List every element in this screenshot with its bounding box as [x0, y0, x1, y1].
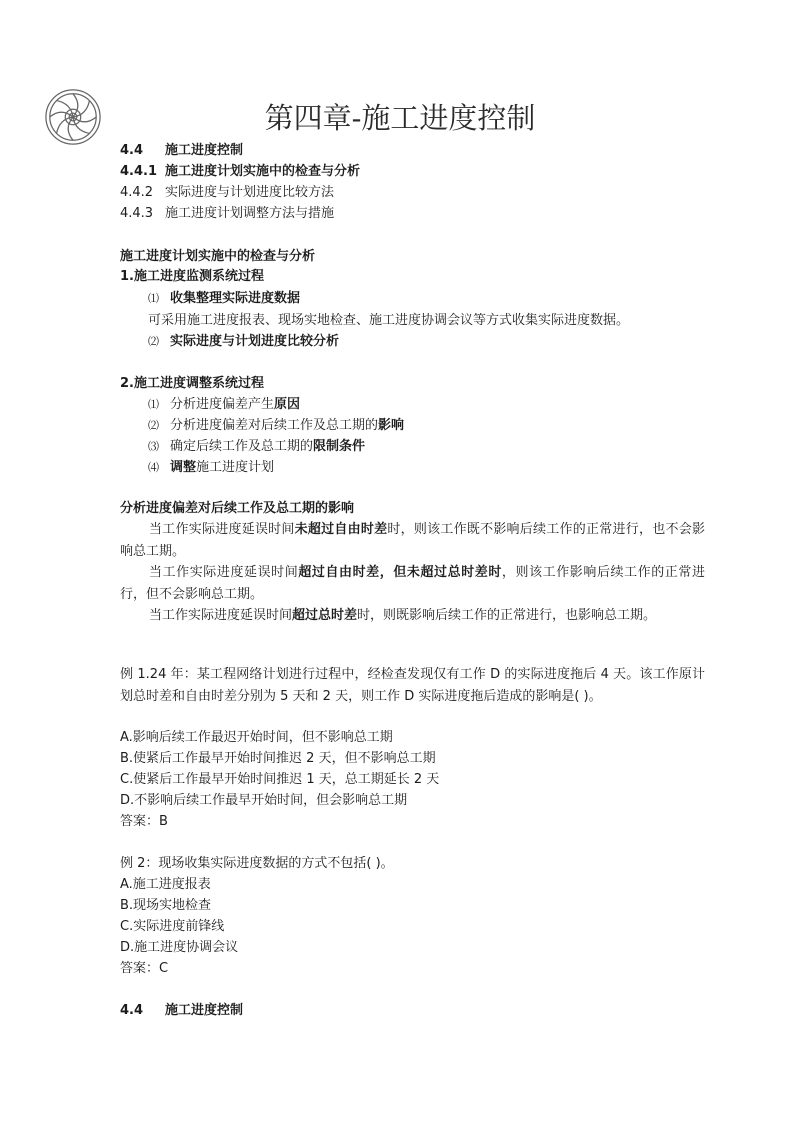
list-item — [148, 457, 705, 479]
toc-item-label: 实际进度与计划进度比较方法 — [165, 185, 335, 200]
toc-main-number: 4.4 — [120, 143, 144, 158]
answer-option: D.施工进度协调会议 — [120, 940, 239, 955]
section-heading: 分析进度偏差对后续工作及总工期的影响 — [120, 501, 355, 516]
list-label: 收集整理实际进度数据 — [170, 291, 301, 306]
emphasis-text: 未超过自由时差 — [294, 522, 388, 537]
answer-option: A.施工进度报表 — [120, 877, 211, 892]
list-label: 实际进度与计划进度比较分析 — [170, 334, 340, 349]
question-text: 例 2：现场收集实际进度数据的方式不包括( )。 — [120, 856, 394, 871]
list-item — [148, 436, 705, 458]
list-item — [148, 288, 705, 310]
section-label: 施工进度控制 — [165, 1003, 244, 1018]
list-number: ⑶ — [148, 440, 159, 453]
question-text: 例 1.24 年：某工程网络计划进行过程中，经检查发现仅有工作 D 的实际进度拖后 4 天。该工作原计划总时差和自由时差分别为 5 天和 2 天，则工作 D 实际进度拖后造成的影响是( )。 — [120, 667, 705, 704]
toc-item — [120, 161, 705, 183]
answer-option: B.使紧后工作最早开始时间推迟 2 天，但不影响总工期 — [120, 751, 436, 766]
toc-item — [120, 182, 705, 204]
toc-item — [120, 203, 705, 225]
list-item — [148, 331, 705, 353]
list-text: 分析进度偏差产生 — [170, 397, 275, 412]
toc-main-label: 施工进度控制 — [165, 143, 244, 158]
list-number: ⑴ — [148, 292, 159, 305]
list-text: 确定后续工作及总工期的 — [170, 439, 314, 454]
section-number: 4.4 — [120, 1003, 144, 1018]
section-heading — [120, 1000, 705, 1022]
toc-item-number: 4.4.3 — [120, 206, 154, 221]
answer-text: 答案：C — [120, 961, 169, 976]
paragraph: 当工作实际进度延误时间超过自由时差，但未超过总时差时，则该工作影响后续工作的正常进行，但不会影响总工期。 — [120, 565, 705, 602]
toc-item-number: 4.4.1 — [120, 164, 158, 179]
list-number: ⑴ — [148, 398, 159, 411]
emphasis-text: 超过总时差 — [292, 608, 358, 623]
toc-item-label: 施工进度计划调整方法与措施 — [165, 206, 335, 221]
emphasis-text: 超过自由时差，但未超过总时差时 — [298, 565, 502, 580]
answer-option: C.使紧后工作最早开始时间推迟 1 天，总工期延长 2 天 — [120, 772, 440, 787]
list-number: ⑵ — [148, 335, 159, 348]
section-heading: 施工进度计划实施中的检查与分析 — [120, 249, 316, 264]
page-title: 第四章-施工进度控制 — [264, 101, 536, 135]
answer-option: B.现场实地检查 — [120, 898, 212, 913]
list-emphasis: 原因 — [274, 397, 301, 412]
list-emphasis: 调整 — [170, 460, 197, 475]
list-emphasis: 限制条件 — [313, 439, 366, 454]
list-number: ⑵ — [148, 419, 159, 432]
answer-option: A.影响后续工作最迟开始时间，但不影响总工期 — [120, 730, 393, 745]
list-item — [148, 394, 705, 416]
list-item — [148, 415, 705, 437]
subsection-title: 1.施工进度监测系统过程 — [120, 269, 264, 284]
answer-option: C.实际进度前锋线 — [120, 919, 225, 934]
toc-item-label: 施工进度计划实施中的检查与分析 — [165, 164, 361, 179]
list-text: 施工进度计划 — [196, 460, 275, 475]
toc-main — [120, 140, 705, 162]
list-text: 分析进度偏差对后续工作及总工期的 — [170, 418, 379, 433]
list-number: ⑷ — [148, 461, 159, 474]
description-text: 可采用施工进度报表、现场实地检查、施工进度协调会议等方式收集实际进度数据。 — [148, 313, 630, 328]
list-emphasis: 影响 — [378, 418, 405, 433]
answer-option: D.不影响后续工作最早开始时间，但会影响总工期 — [120, 793, 408, 808]
subsection-title: 2.施工进度调整系统过程 — [120, 376, 264, 391]
answer-text: 答案：B — [120, 814, 168, 829]
paragraph: 当工作实际进度延误时间未超过自由时差时，则该工作既不影响后续工作的正常进行，也不会影响总工期。 — [120, 522, 705, 559]
toc-item-number: 4.4.2 — [120, 185, 154, 200]
paragraph: 当工作实际进度延误时间超过总时差时，则既影响后续工作的正常进行，也影响总工期。 — [149, 608, 657, 623]
